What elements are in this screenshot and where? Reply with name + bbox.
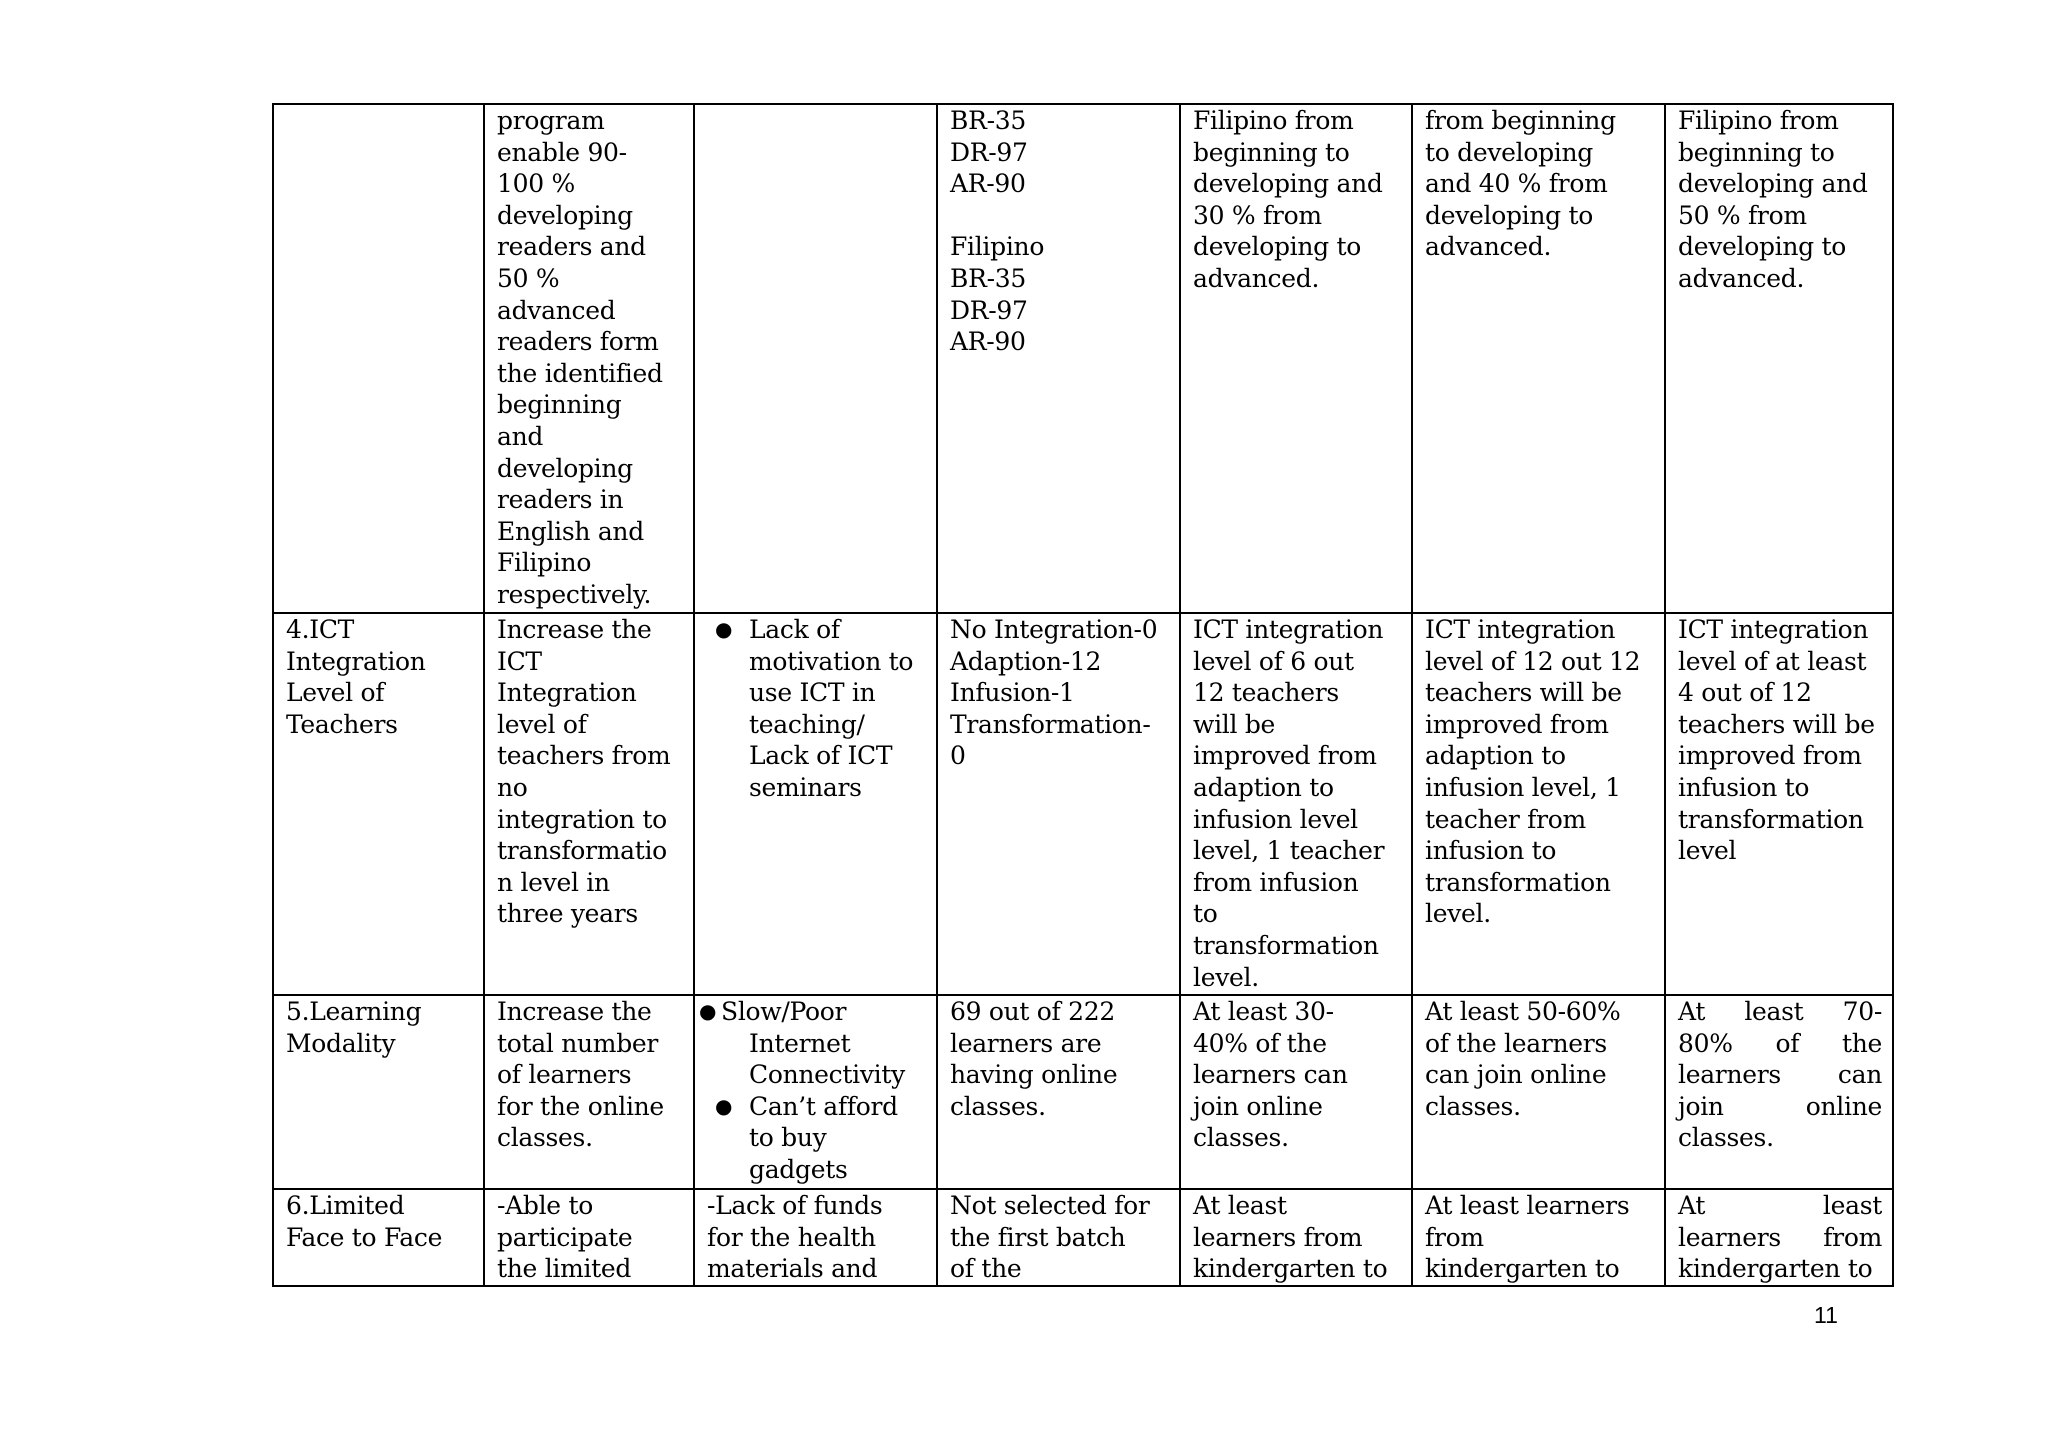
cell-line: 40% of the	[1193, 1028, 1327, 1058]
cell-line: Not selected for	[950, 1191, 1150, 1220]
cell-line: developing to	[1425, 200, 1594, 230]
cell-line: English and	[497, 516, 644, 546]
cell-line: kindergarten to	[1678, 1254, 1873, 1284]
bullet-icon: ●	[699, 999, 717, 1023]
year3-target-cell	[1665, 1189, 1893, 1286]
cell-line: for the online	[497, 1091, 664, 1121]
cell-word: At	[1678, 997, 1706, 1026]
cell-line: learners from	[1193, 1222, 1363, 1252]
cell-line: infusion to	[1425, 836, 1557, 866]
baseline-cell	[937, 995, 1180, 1189]
cell-line: transformation	[1425, 867, 1611, 897]
cell-line: use ICT in	[749, 678, 876, 708]
cell-line: learners are	[950, 1028, 1102, 1058]
cell-line: advanced.	[1193, 263, 1320, 293]
cell-line: Filipino from	[1193, 106, 1354, 135]
bullet-item	[707, 1091, 926, 1186]
cell-line: AR-90	[950, 169, 1026, 199]
cell-line: developing to	[1193, 232, 1362, 262]
cell-line: Can’t afford	[749, 1091, 898, 1121]
cell-line: level.	[1425, 899, 1491, 929]
cell-line: Teachers	[286, 709, 398, 739]
cell-line: DR-97	[950, 295, 1028, 325]
cell-line: developing and	[1678, 169, 1868, 199]
year3-target-cell	[1665, 995, 1893, 1189]
cell-word: from	[1823, 1222, 1882, 1252]
cell-line: teacher from	[1425, 804, 1586, 834]
baseline-cell	[937, 1189, 1180, 1286]
year2-target-cell	[1412, 1189, 1665, 1286]
year2-target-cell	[1412, 104, 1665, 613]
cell-line: and 40 % from	[1425, 169, 1608, 199]
cell-line	[1678, 1091, 1882, 1123]
cell-line: of learners	[497, 1060, 632, 1090]
cell-line: of the learners	[1425, 1028, 1607, 1058]
cell-line: advanced.	[1425, 232, 1552, 262]
cell-line: classes.	[1193, 1123, 1289, 1153]
bullet-icon: ●	[715, 617, 733, 641]
cell-line: readers in	[497, 485, 624, 515]
cell-line: developing	[497, 453, 633, 483]
root-causes-cell	[694, 1189, 937, 1286]
bullet-item	[707, 614, 926, 804]
cell-word: of	[1775, 1028, 1800, 1058]
cell-line: 5.Learning	[286, 997, 422, 1026]
area-cell	[273, 613, 484, 995]
cell-word: At	[1678, 1191, 1706, 1220]
area-cell	[273, 995, 484, 1189]
cell-line: DR-97	[950, 137, 1028, 167]
cell-line: readers form	[497, 327, 659, 357]
cell-line	[1678, 1190, 1882, 1222]
cell-line: 12 teachers	[1193, 678, 1339, 708]
baseline-cell	[937, 613, 1180, 995]
cell-line: readers and	[497, 232, 646, 262]
area-cell	[273, 104, 484, 613]
cell-line: classes.	[1678, 1123, 1774, 1153]
year1-target-cell	[1180, 104, 1412, 613]
cell-line: Integration	[286, 646, 426, 676]
cell-line: to developing	[1425, 137, 1594, 167]
cell-line: infusion level	[1193, 804, 1358, 834]
cell-line: learners can	[1193, 1060, 1348, 1090]
cell-line: ICT	[497, 646, 542, 676]
cell-line: teachers from	[497, 741, 671, 771]
cell-line: of the	[950, 1254, 1022, 1284]
cell-line: ICT integration	[1678, 615, 1869, 644]
cell-line: no	[497, 772, 528, 802]
cell-line: BR-35	[950, 106, 1026, 135]
cell-line: having online	[950, 1060, 1118, 1090]
cell-line: motivation to	[749, 646, 914, 676]
cell-line: can join online	[1425, 1060, 1607, 1090]
cell-line: gadgets	[749, 1154, 848, 1184]
cell-line: to buy	[749, 1123, 827, 1153]
cell-line: classes.	[950, 1091, 1046, 1121]
cell-line: At least	[1193, 1191, 1287, 1220]
cell-line: advanced.	[1678, 263, 1805, 293]
year3-target-cell	[1665, 104, 1893, 613]
year2-target-cell	[1412, 995, 1665, 1189]
cell-word: learners	[1678, 1222, 1781, 1252]
cell-line: and	[497, 421, 544, 451]
cell-line: 4.ICT	[286, 615, 355, 644]
cell-line: BR-35	[950, 263, 1026, 293]
cell-line	[1678, 996, 1882, 1028]
cell-word: online	[1805, 1091, 1882, 1121]
cell-line: level.	[1193, 962, 1259, 992]
cell-line: advanced	[497, 295, 616, 325]
cell-line: from beginning	[1425, 106, 1616, 135]
cell-line: Adaption-12	[950, 646, 1102, 676]
cell-line: Internet	[749, 1028, 851, 1058]
cell-line: the first batch	[950, 1222, 1126, 1252]
cell-line: n level in	[497, 867, 610, 897]
year2-target-cell	[1412, 613, 1665, 995]
cell-line: Connectivity	[749, 1060, 905, 1090]
cell-line: for the health	[707, 1222, 876, 1252]
cell-line: program	[497, 106, 605, 135]
cell-word: least	[1822, 1191, 1882, 1220]
cell-word: 80%	[1678, 1028, 1733, 1058]
table-row	[273, 995, 1893, 1189]
cell-line: from infusion	[1193, 867, 1359, 897]
cell-line: to	[1193, 899, 1218, 929]
cell-line: Filipino from	[1678, 106, 1839, 135]
cell-line: No Integration-0	[950, 615, 1158, 644]
cell-word: join	[1678, 1091, 1724, 1121]
cell-line: 100 %	[497, 169, 575, 199]
cell-line: Level of	[286, 678, 385, 708]
cell-line: Increase the	[497, 997, 652, 1026]
cell-line: Increase the	[497, 615, 652, 644]
cell-line: developing	[497, 200, 633, 230]
cell-line: 50 % from	[1678, 200, 1807, 230]
cell-line: Modality	[286, 1028, 396, 1058]
cell-line: Face to Face	[286, 1222, 443, 1252]
cell-line: At least 50-60%	[1425, 997, 1621, 1026]
cell-line: adaption to	[1193, 772, 1334, 802]
year3-target-cell	[1665, 613, 1893, 995]
cell-line: the limited	[497, 1254, 632, 1284]
year1-target-cell	[1180, 613, 1412, 995]
objective-cell	[484, 1189, 694, 1286]
cell-line: ICT integration	[1425, 615, 1616, 644]
cell-line: developing and	[1193, 169, 1383, 199]
cell-line	[1678, 1222, 1882, 1254]
cell-line: beginning to	[1678, 137, 1835, 167]
bullet-icon: ●	[715, 1093, 733, 1118]
cell-word: the	[1841, 1028, 1882, 1058]
table-row	[273, 1189, 1893, 1286]
area-cell	[273, 1189, 484, 1286]
cell-line: beginning	[497, 390, 622, 420]
cell-line: materials and	[707, 1254, 878, 1284]
cell-line: beginning to	[1193, 137, 1350, 167]
cell-line: 4 out of 12	[1678, 678, 1812, 708]
cell-line: join online	[1193, 1091, 1323, 1121]
cell-word: learners	[1678, 1060, 1781, 1090]
cell-line: 30 % from	[1193, 200, 1322, 230]
cell-line: 0	[950, 741, 966, 771]
cell-line: Filipino	[950, 232, 1045, 262]
cell-line: improved from	[1678, 741, 1862, 771]
cell-line: 50 %	[497, 263, 560, 293]
cell-line: Integration	[497, 678, 637, 708]
objective-cell	[484, 613, 694, 995]
cell-line: AR-90	[950, 327, 1026, 357]
cell-line: classes.	[497, 1123, 593, 1153]
baseline-cell	[937, 104, 1180, 613]
objective-cell	[484, 995, 694, 1189]
root-causes-cell	[694, 995, 937, 1189]
cell-line: Infusion-1	[950, 678, 1075, 708]
year1-target-cell	[1180, 1189, 1412, 1286]
root-causes-cell	[694, 613, 937, 995]
table-row	[273, 613, 1893, 995]
cell-line: infusion to	[1678, 772, 1810, 802]
cell-line: respectively.	[497, 579, 652, 609]
cell-line	[1678, 1059, 1882, 1091]
blank-line	[950, 200, 1169, 232]
cell-line: kindergarten to	[1193, 1254, 1388, 1284]
cell-line: the identified	[497, 358, 663, 388]
table-row	[273, 104, 1893, 613]
cell-line: Lack of ICT	[749, 741, 893, 771]
cell-word: can	[1837, 1060, 1882, 1090]
cell-line: 69 out of 222	[950, 997, 1115, 1026]
cell-line: kindergarten to	[1425, 1254, 1620, 1284]
cell-line: teachers will be	[1678, 709, 1875, 739]
cell-line: level	[1678, 836, 1737, 866]
plan-table	[272, 103, 1894, 1287]
cell-line: level, 1 teacher	[1193, 836, 1385, 866]
cell-line: seminars	[749, 772, 862, 802]
cell-line: transformation	[1678, 804, 1864, 834]
cell-line: At least 30-	[1193, 997, 1334, 1026]
cell-line: At least learners	[1425, 1191, 1630, 1220]
cell-line: participate	[497, 1222, 633, 1252]
bullet-item	[699, 996, 926, 1091]
cell-line: transformatio	[497, 836, 667, 866]
cell-line: teachers will be	[1425, 678, 1622, 708]
objective-cell	[484, 104, 694, 613]
cell-line: Lack of	[749, 615, 840, 644]
cell-line: improved from	[1425, 709, 1609, 739]
cell-line: will be	[1193, 709, 1276, 739]
cell-line: integration to	[497, 804, 667, 834]
cell-line: level of 6 out	[1193, 646, 1354, 676]
cell-line: 6.Limited	[286, 1191, 405, 1220]
year1-target-cell	[1180, 995, 1412, 1189]
cell-line: Filipino	[497, 548, 592, 578]
cell-line	[1678, 1028, 1882, 1060]
cell-line: level of 12 out 12	[1425, 646, 1641, 676]
cell-line: level of at least	[1678, 646, 1867, 676]
cell-line: Transformation-	[950, 709, 1151, 739]
cell-line: from	[1425, 1222, 1484, 1252]
cell-line: level of	[497, 709, 587, 739]
cell-line: improved from	[1193, 741, 1377, 771]
root-causes-cell	[694, 104, 937, 613]
cell-word: 70-	[1842, 997, 1882, 1026]
cell-line: adaption to	[1425, 741, 1566, 771]
cell-line: ICT integration	[1193, 615, 1384, 644]
cell-line: -Able to	[497, 1191, 593, 1220]
cell-line: developing to	[1678, 232, 1847, 262]
cell-line: Slow/Poor	[721, 997, 847, 1026]
cell-word: least	[1744, 997, 1804, 1026]
cell-line: transformation	[1193, 930, 1379, 960]
cell-line: enable 90-	[497, 137, 627, 167]
cell-line: infusion level, 1	[1425, 772, 1621, 802]
cell-line: -Lack of funds	[707, 1191, 883, 1220]
cell-line: total number	[497, 1028, 659, 1058]
cell-line: three years	[497, 899, 638, 929]
page-number: 11	[1814, 1302, 1838, 1328]
cell-line: teaching/	[749, 709, 865, 739]
cell-line: classes.	[1425, 1091, 1521, 1121]
